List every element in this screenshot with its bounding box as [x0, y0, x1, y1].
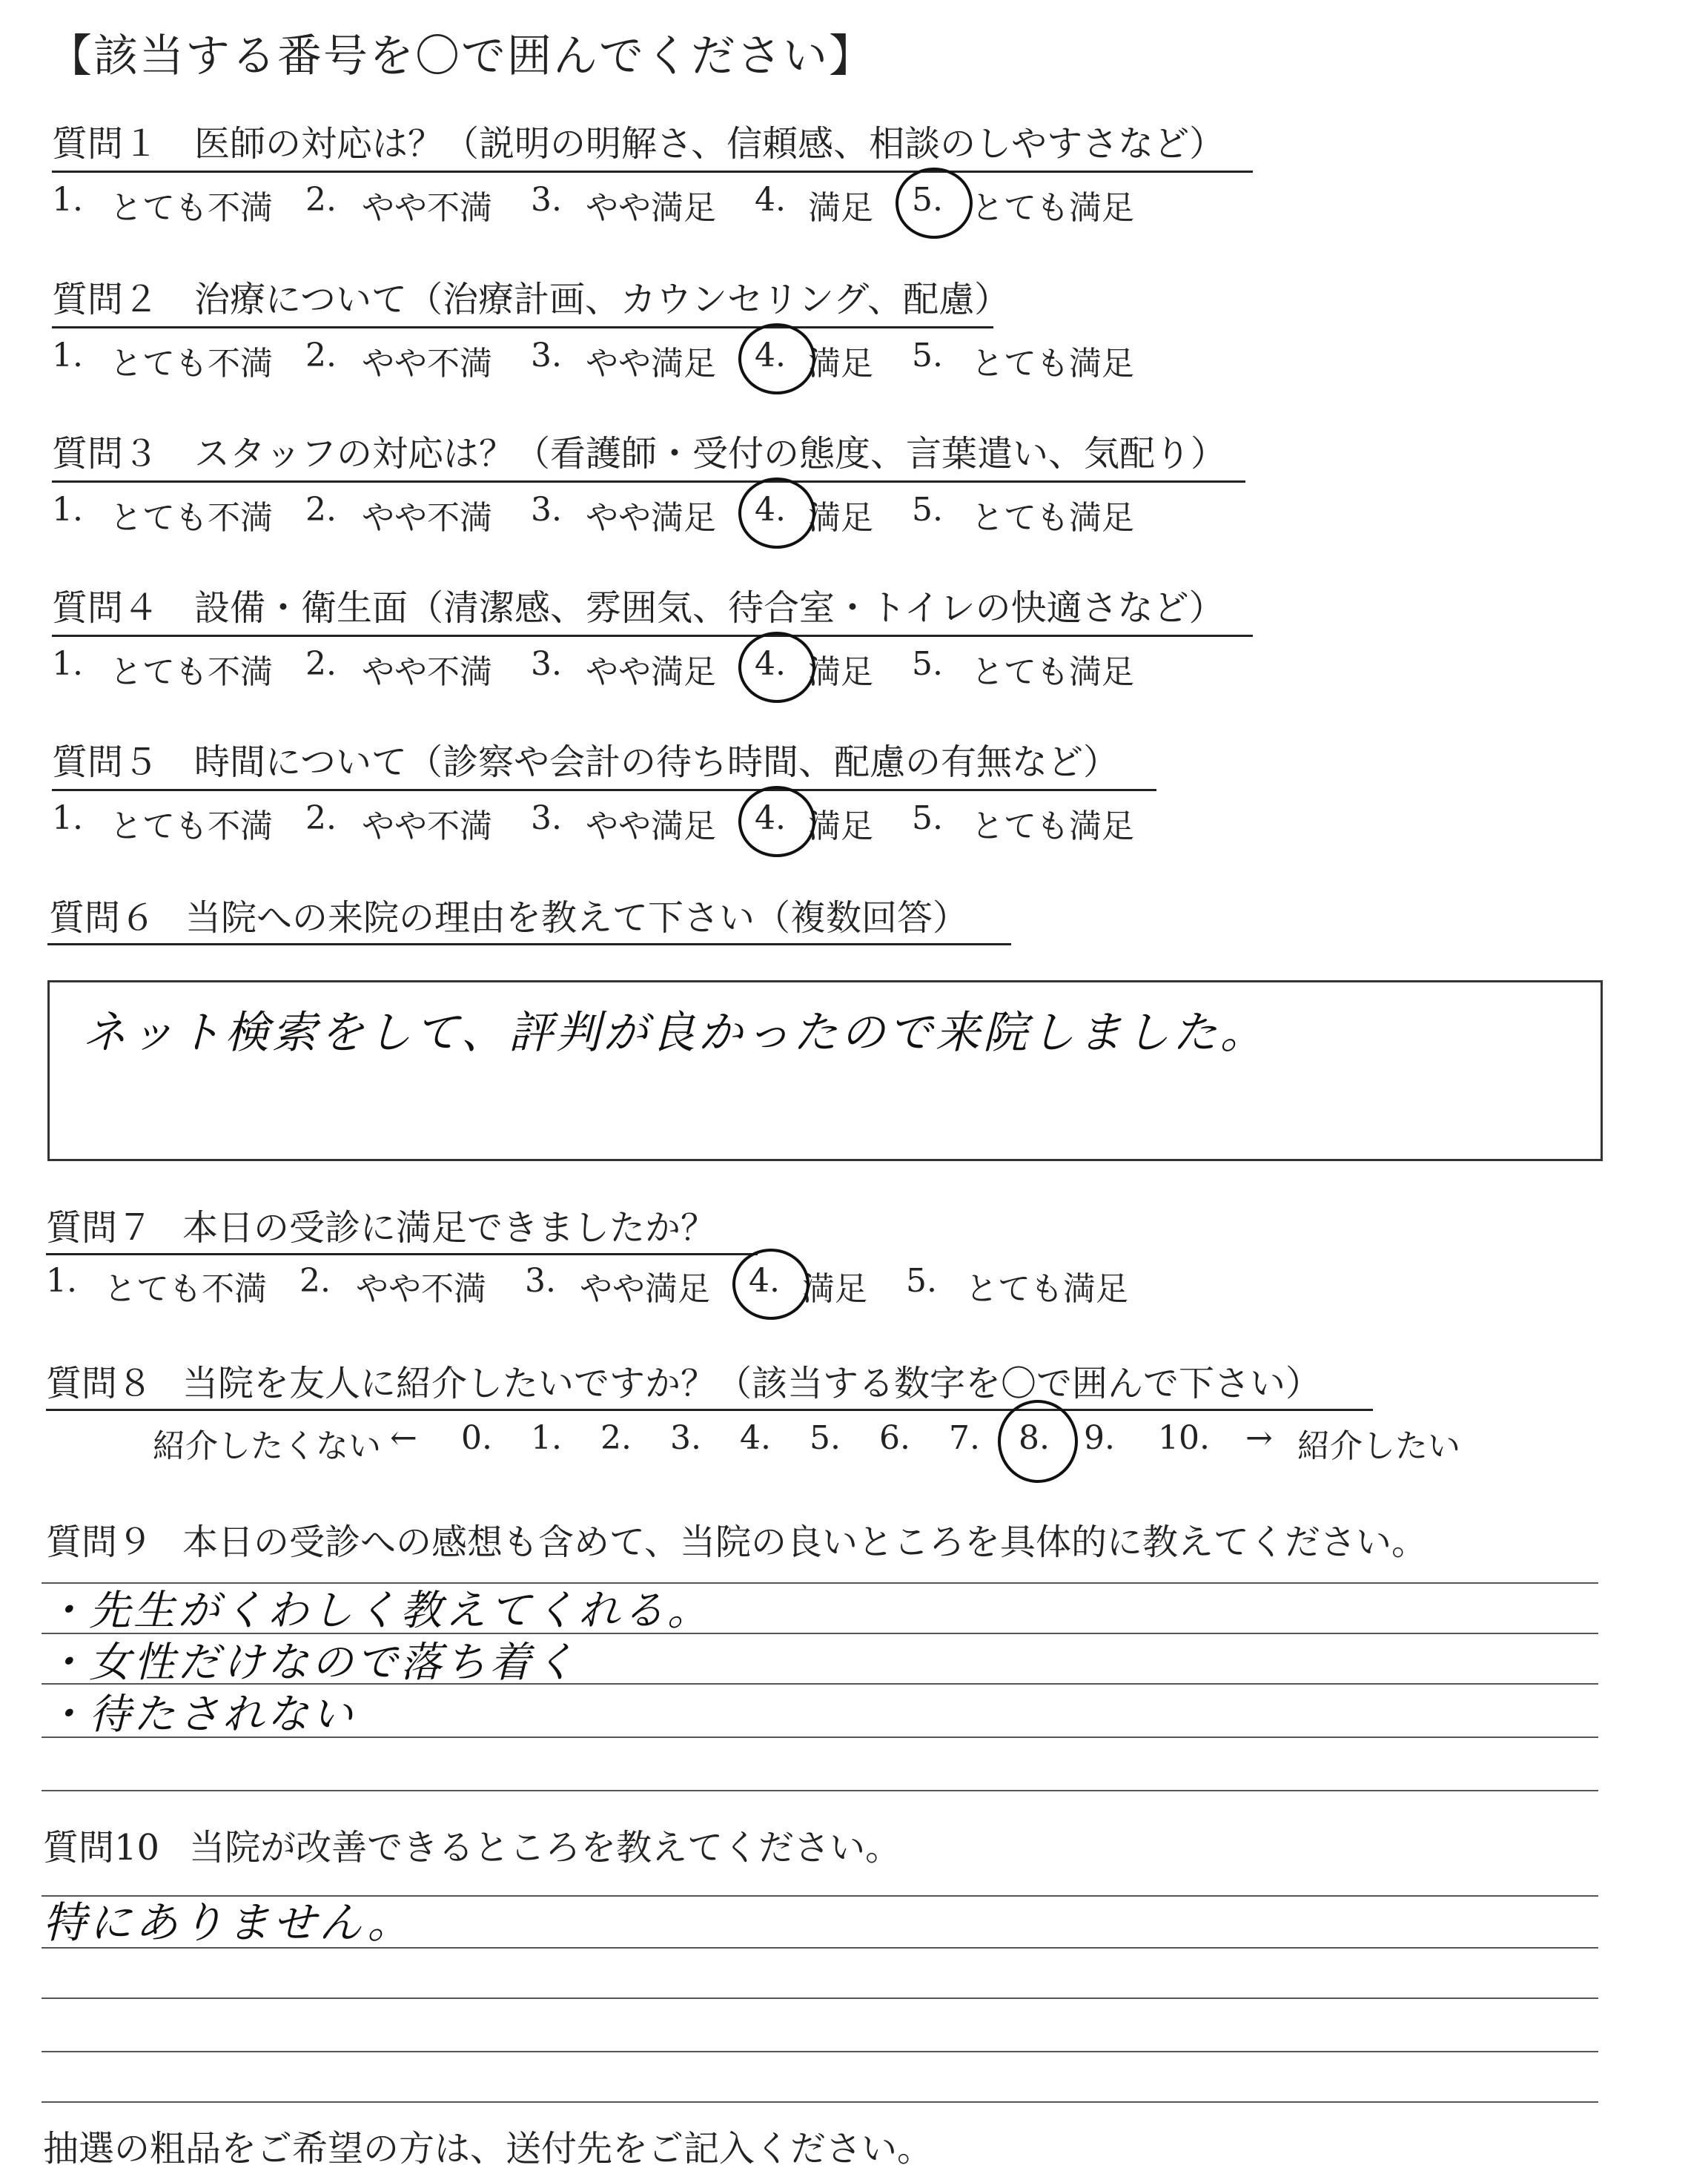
q2-label: 質問２	[52, 279, 159, 320]
q6-title	[49, 896, 968, 940]
q1-option-8[interactable]: 5.	[912, 181, 943, 219]
q7-text: 本日の受診に満足できましたか？	[182, 1207, 717, 1249]
q3-underline	[52, 480, 1245, 483]
q3-option-2[interactable]: 2.	[305, 491, 337, 529]
q2-option-1: とても不満	[110, 345, 273, 383]
q7-option-6[interactable]: 4.	[749, 1262, 780, 1300]
q3-label: 質問３	[52, 433, 159, 475]
q8-right-arrow: →	[1245, 1419, 1273, 1457]
q2-option-9: とても満足	[971, 345, 1134, 383]
q7-underline	[46, 1253, 758, 1255]
q4-option-7: 満足	[808, 653, 873, 691]
q2-option-7: 満足	[808, 345, 873, 383]
q7-title	[46, 1206, 716, 1250]
q1-option-1: とても不満	[110, 189, 273, 227]
q8-left-arrow: ←	[390, 1419, 417, 1457]
q4-selected-circle	[738, 632, 815, 703]
page-header: 【該当する番号を〇で囲んでください】	[47, 30, 875, 82]
q5-option-2[interactable]: 2.	[305, 799, 337, 837]
q3-title	[52, 432, 1226, 476]
q6-text: 当院への来院の理由を教えて下さい（複数回答）	[185, 897, 969, 939]
q4-option-8[interactable]: 5.	[912, 645, 943, 683]
q2-text: 治療について（治療計画、カウンセリング、配慮）	[194, 279, 1010, 320]
q3-selected-circle	[738, 478, 815, 549]
q1-title	[52, 122, 1225, 166]
q6-underline	[47, 943, 1011, 945]
q7-option-0[interactable]: 1.	[46, 1262, 77, 1300]
q1-selected-circle	[896, 168, 973, 239]
q4-option-4[interactable]: 3.	[531, 645, 562, 683]
q4-underline	[52, 635, 1253, 637]
q2-title	[52, 277, 1010, 322]
q5-option-5: やや満足	[586, 807, 716, 845]
q6-answer-box[interactable]	[47, 980, 1603, 1161]
q3-option-0[interactable]: 1.	[52, 491, 83, 529]
q1-option-3: やや不満	[362, 189, 492, 227]
q3-option-1: とても不満	[110, 499, 273, 537]
q4-option-6[interactable]: 4.	[755, 645, 786, 683]
q2-option-2[interactable]: 2.	[305, 337, 337, 374]
q3-option-4[interactable]: 3.	[531, 491, 562, 529]
q3-option-6[interactable]: 4.	[755, 491, 786, 529]
q7-option-7: 満足	[802, 1270, 867, 1308]
q2-option-8[interactable]: 5.	[912, 337, 943, 374]
q7-label: 質問７	[46, 1207, 153, 1249]
q8-number-10[interactable]: 10.	[1158, 1419, 1210, 1457]
q7-option-5: やや満足	[580, 1270, 710, 1308]
q1-option-7: 満足	[808, 189, 873, 227]
q10-text: 当院が改善できるところを教えてください。	[189, 1827, 901, 1868]
q7-option-3: やや不満	[356, 1270, 486, 1308]
q9-label: 質問９	[46, 1521, 153, 1563]
q8-number-1[interactable]: 1.	[531, 1419, 562, 1457]
q7-option-4[interactable]: 3.	[525, 1262, 556, 1300]
q9-answer-3: ・待たされない	[44, 1691, 356, 1739]
q9-rule-5	[42, 1790, 1598, 1791]
q5-label: 質問５	[52, 741, 159, 783]
q4-option-9: とても満足	[971, 653, 1134, 691]
q4-option-1: とても不満	[110, 653, 273, 691]
q4-option-2[interactable]: 2.	[305, 645, 337, 683]
q8-number-2[interactable]: 2.	[600, 1419, 632, 1457]
q5-option-9: とても満足	[971, 807, 1134, 845]
q6-answer: ネット検索をして、評判が良かったので来院しました。	[82, 1007, 1268, 1059]
q5-option-0[interactable]: 1.	[52, 799, 83, 837]
q8-right-label: 紹介したい	[1297, 1427, 1460, 1465]
q4-text: 設備・衛生面（清潔感、雰囲気、待合室・トイレの快適さなど）	[194, 587, 1225, 629]
q7-selected-circle	[732, 1249, 810, 1320]
q1-underline	[52, 171, 1253, 173]
q8-number-9[interactable]: 9.	[1084, 1419, 1115, 1457]
q7-option-9: とても満足	[965, 1270, 1128, 1308]
q4-option-0[interactable]: 1.	[52, 645, 83, 683]
q8-number-7[interactable]: 7.	[949, 1419, 980, 1457]
q8-number-8[interactable]: 8.	[1019, 1419, 1050, 1457]
q9-title	[46, 1520, 1427, 1564]
q5-title	[52, 740, 1119, 784]
q3-option-3: やや不満	[362, 499, 492, 537]
q8-text: 当院を友人に紹介したいですか？（該当する数字を〇で囲んで下さい）	[182, 1363, 1322, 1404]
q4-option-3: やや不満	[362, 653, 492, 691]
q8-left-label: 紹介したくない	[153, 1427, 381, 1465]
q5-option-4[interactable]: 3.	[531, 799, 562, 837]
q8-number-0[interactable]: 0.	[461, 1419, 492, 1457]
q1-option-4[interactable]: 3.	[531, 181, 562, 219]
q8-selected-circle	[998, 1400, 1078, 1483]
q2-option-4[interactable]: 3.	[531, 337, 562, 374]
q1-option-2[interactable]: 2.	[305, 181, 337, 219]
q10-answer: 特にありません。	[43, 1897, 414, 1948]
q8-number-5[interactable]: 5.	[810, 1419, 841, 1457]
q2-option-3: やや不満	[362, 345, 492, 383]
footer-note: 抽選の粗品をご希望の方は、送付先をご記入ください。	[43, 2128, 933, 2170]
q5-text: 時間について（診察や会計の待ち時間、配慮の有無など）	[194, 741, 1119, 783]
q5-option-8[interactable]: 5.	[912, 799, 943, 837]
q2-option-6[interactable]: 4.	[755, 337, 786, 374]
q9-answer-1: ・先生がくわしく教えてくれる。	[44, 1587, 712, 1635]
q10-label: 質問10	[43, 1827, 160, 1868]
q3-option-8[interactable]: 5.	[912, 491, 943, 529]
q3-option-5: やや満足	[586, 499, 716, 537]
q7-option-1: とても不満	[104, 1270, 267, 1308]
q8-label: 質問８	[46, 1363, 153, 1404]
q4-title	[52, 586, 1225, 630]
q3-text: スタッフの対応は？（看護師・受付の態度、言葉遣い、気配り）	[194, 433, 1227, 475]
q1-label: 質問１	[52, 123, 159, 165]
q7-option-8[interactable]: 5.	[906, 1262, 937, 1300]
q5-selected-circle	[738, 786, 815, 857]
q2-option-0[interactable]: 1.	[52, 337, 83, 374]
q10-rule-3	[42, 1997, 1598, 1999]
q8-number-6[interactable]: 6.	[879, 1419, 910, 1457]
q8-underline	[46, 1409, 1373, 1411]
q5-option-1: とても不満	[110, 807, 273, 845]
q6-label: 質問６	[49, 897, 156, 939]
q5-option-3: やや不満	[362, 807, 492, 845]
q1-option-9: とても満足	[971, 189, 1134, 227]
q3-option-7: 満足	[808, 499, 873, 537]
q1-option-0[interactable]: 1.	[52, 181, 83, 219]
q8-number-4[interactable]: 4.	[740, 1419, 771, 1457]
q9-text: 本日の受診への感想も含めて、当院の良いところを具体的に教えてください。	[182, 1521, 1428, 1563]
q1-text: 医師の対応は？（説明の明解さ、信頼感、相談のしやすさなど）	[194, 123, 1225, 165]
q10-rule-4	[42, 2051, 1598, 2052]
q7-option-2[interactable]: 2.	[299, 1262, 331, 1300]
q2-underline	[52, 326, 993, 328]
q4-option-5: やや満足	[586, 653, 716, 691]
q5-underline	[52, 789, 1156, 791]
q9-answer-2: ・女性だけなので落ち着く	[44, 1639, 578, 1687]
q3-option-9: とても満足	[971, 499, 1134, 537]
q1-option-6[interactable]: 4.	[755, 181, 786, 219]
q10-title	[43, 1825, 901, 1870]
q2-selected-circle	[738, 323, 815, 394]
q5-option-6[interactable]: 4.	[755, 799, 786, 837]
q8-title	[46, 1361, 1321, 1406]
q4-label: 質問４	[52, 587, 159, 629]
q10-rule-5	[42, 2101, 1598, 2103]
q5-option-7: 満足	[808, 807, 873, 845]
q1-option-5: やや満足	[586, 189, 716, 227]
q2-option-5: やや満足	[586, 345, 716, 383]
q8-number-3[interactable]: 3.	[670, 1419, 701, 1457]
